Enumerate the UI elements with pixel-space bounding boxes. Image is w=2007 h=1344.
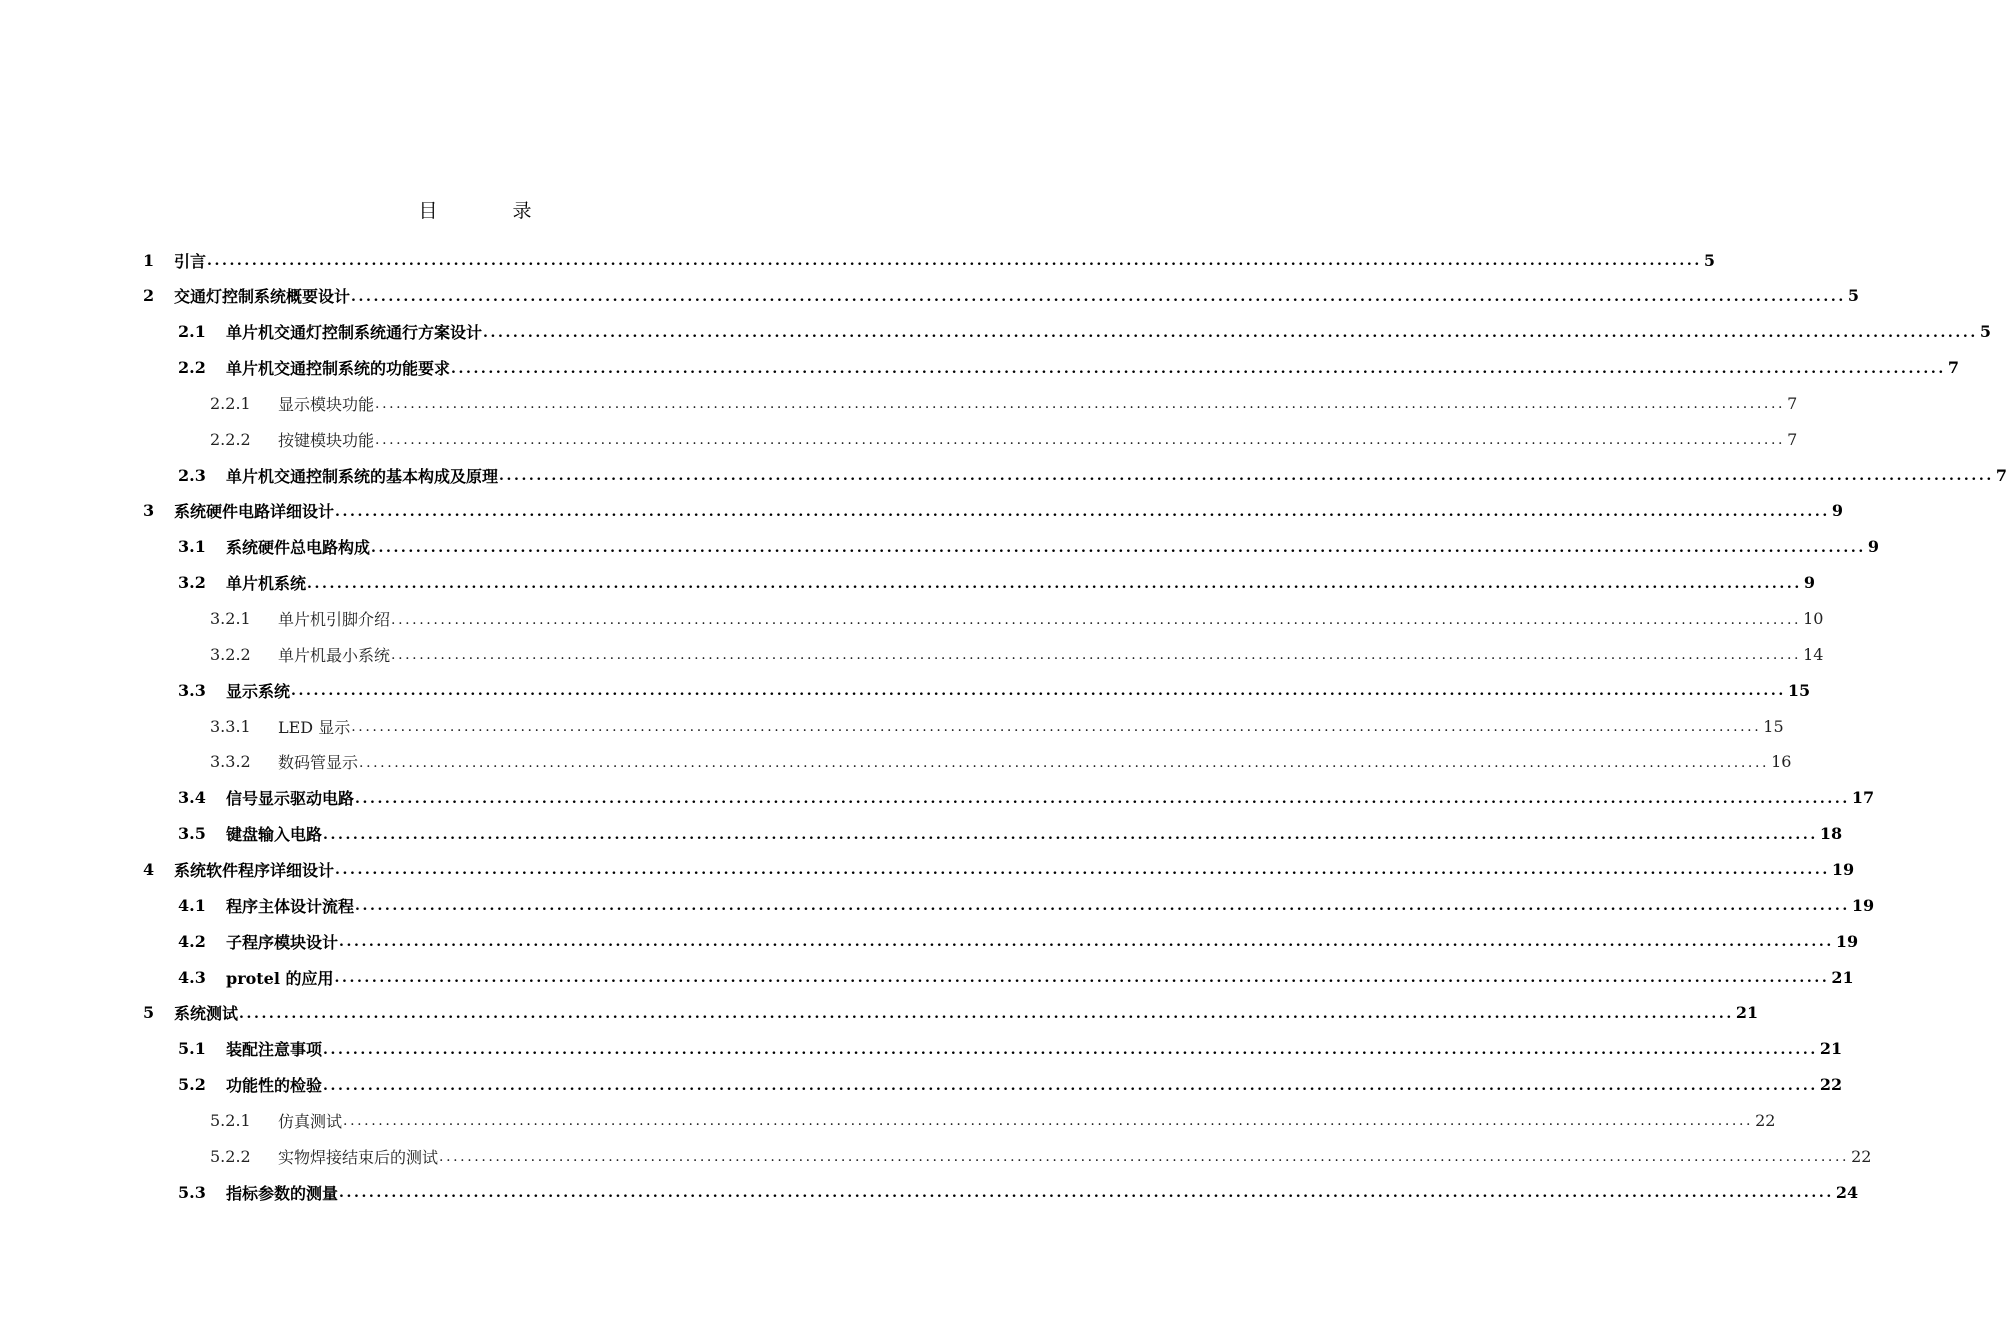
toc-dot-leader: ........................................................................................................................................................................................................ xyxy=(355,898,1850,915)
toc-entry-page-number: 16 xyxy=(1771,752,1792,772)
toc-dot-leader: ........................................................................................................................................................................................................ xyxy=(339,1185,1834,1202)
toc-dot-leader: ........................................................................................................................................................................................................ xyxy=(499,468,1994,485)
toc-entry-number: 3.3 xyxy=(178,680,206,700)
toc-entry-title: 交通灯控制系统概要设计 xyxy=(174,287,351,307)
toc-dot-leader: ........................................................................................................................................................................................................ xyxy=(375,432,1786,449)
toc-dot-leader: ........................................................................................................................................................................................................ xyxy=(483,324,1978,341)
toc-entry-title: 单片机交通灯控制系统通行方案设计 xyxy=(226,323,483,343)
toc-entry[interactable] xyxy=(178,314,1991,350)
toc-entry-page-number: 7 xyxy=(1787,429,1798,449)
toc-title: 目 录 xyxy=(418,200,560,222)
toc-entry-page-number: 7 xyxy=(1787,393,1798,413)
toc-entry-page-number: 14 xyxy=(1803,644,1824,664)
toc-dot-leader: ........................................................................................................................................................................................................ xyxy=(439,1149,1850,1166)
toc-dot-leader: ........................................................................................................................................................................................................ xyxy=(359,754,1770,771)
toc-entry[interactable] xyxy=(178,1031,1843,1067)
toc-entry-title: 键盘输入电路 xyxy=(226,825,323,845)
toc-entry-page-number: 7 xyxy=(1947,358,1959,378)
toc-entry-title: LED 显示 xyxy=(278,717,351,737)
toc-entry-number: 5.1 xyxy=(178,1039,206,1059)
toc-entry-number: 1 xyxy=(143,250,155,270)
toc-entry-title: 单片机最小系统 xyxy=(278,645,391,665)
toc-entry[interactable] xyxy=(178,457,2007,493)
toc-dot-leader: ........................................................................................................................................................................................................ xyxy=(451,360,1946,377)
toc-entry[interactable] xyxy=(143,493,1843,529)
toc-entry-number: 5.2.2 xyxy=(210,1146,251,1166)
toc-entry-number: 5.2 xyxy=(178,1075,206,1095)
toc-entry[interactable] xyxy=(178,1174,1859,1210)
toc-entry-number: 5.2.1 xyxy=(210,1110,251,1130)
toc-entry-number: 4.1 xyxy=(178,895,206,915)
toc-dot-leader: ........................................................................................................................................................................................................ xyxy=(355,790,1850,807)
toc-entry-number: 2.2.2 xyxy=(210,429,251,449)
toc-entry[interactable] xyxy=(210,636,1824,672)
toc-entry-page-number: 19 xyxy=(1831,859,1855,879)
toc-entry[interactable] xyxy=(178,672,1811,708)
toc-dot-leader: ........................................................................................................................................................................................................ xyxy=(335,862,1830,879)
toc-entry-title: 程序主体设计流程 xyxy=(226,896,355,916)
toc-dot-leader: ........................................................................................................................................................................................................ xyxy=(351,288,1846,305)
toc-entry-title: 引言 xyxy=(174,251,207,271)
toc-entry-number: 3.1 xyxy=(178,537,206,557)
toc-entry-title: protel 的应用 xyxy=(226,968,334,988)
toc-entry-page-number: 15 xyxy=(1763,716,1784,736)
toc-entry-number: 3.2 xyxy=(178,573,206,593)
toc-entry-title: 实物焊接结束后的测试 xyxy=(278,1147,439,1167)
toc-entry-page-number: 5 xyxy=(1703,250,1715,270)
toc-entry-number: 4 xyxy=(143,859,155,879)
toc-entry-number: 2 xyxy=(143,286,155,306)
toc-entry-number: 5.3 xyxy=(178,1182,206,1202)
toc-dot-leader: ........................................................................................................................................................................................................ xyxy=(291,683,1786,700)
toc-entry-page-number: 10 xyxy=(1803,609,1824,628)
toc-dot-leader: ........................................................................................................................................................................................................ xyxy=(323,1077,1818,1094)
toc-entry-title: 系统测试 xyxy=(174,1004,239,1024)
toc-entry[interactable] xyxy=(178,923,1859,959)
toc-entry-number: 3.3.1 xyxy=(210,716,251,736)
toc-entry-number: 2.2 xyxy=(178,358,206,378)
toc-entry-page-number: 22 xyxy=(1819,1075,1843,1095)
toc-entry-page-number: 9 xyxy=(1867,537,1879,557)
toc-entry-title: 系统硬件电路详细设计 xyxy=(174,502,335,522)
toc-entry-title: 显示模块功能 xyxy=(278,394,375,414)
toc-entry[interactable] xyxy=(178,350,1959,386)
toc-entry-title: 仿真测试 xyxy=(278,1111,343,1131)
toc-entry-title: 数码管显示 xyxy=(278,753,359,773)
toc-entry[interactable] xyxy=(178,529,1879,565)
toc-entry[interactable] xyxy=(143,278,1859,314)
toc-entry-title: 系统软件程序详细设计 xyxy=(174,860,335,880)
toc-dot-leader: ........................................................................................................................................................................................................ xyxy=(307,575,1802,592)
toc-entry-page-number: 24 xyxy=(1835,1182,1859,1202)
toc-entry-page-number: 5 xyxy=(1847,286,1859,306)
toc-entry-number: 2.3 xyxy=(178,465,206,485)
toc-dot-leader: ........................................................................................................................................................................................................ xyxy=(375,396,1786,413)
toc-entry-number: 3.2.2 xyxy=(210,644,251,664)
toc-entry[interactable] xyxy=(143,995,1759,1031)
toc-entry-page-number: 21 xyxy=(1735,1003,1759,1023)
toc-dot-leader: ........................................................................................................................................................................................................ xyxy=(343,1113,1754,1130)
toc-entry-page-number: 22 xyxy=(1755,1110,1776,1130)
toc-entry-title: 单片机交通控制系统的基本构成及原理 xyxy=(226,466,499,486)
toc-entry-page-number: 17 xyxy=(1851,788,1875,808)
toc-dot-leader: ........................................................................................................................................................................................................ xyxy=(371,539,1866,556)
toc-entry-page-number: 9 xyxy=(1803,573,1815,593)
toc-entry[interactable] xyxy=(210,1102,1776,1138)
toc-entry-number: 4.2 xyxy=(178,931,206,951)
toc-entry-page-number: 21 xyxy=(1819,1039,1843,1059)
toc-dot-leader: ........................................................................................................................................................................................................ xyxy=(335,503,1830,520)
toc-dot-leader: ........................................................................................................................................................................................................ xyxy=(351,719,1762,736)
toc-entry-title: 子程序模块设计 xyxy=(226,932,339,952)
toc-entry-page-number: 22 xyxy=(1851,1146,1872,1166)
toc-entry-page-number: 19 xyxy=(1851,895,1875,915)
toc-entry-number: 3 xyxy=(143,501,155,521)
toc-entry[interactable] xyxy=(210,421,1798,457)
toc-entry[interactable] xyxy=(178,887,1875,923)
toc-entry-number: 5 xyxy=(143,1003,155,1023)
toc-entry-page-number: 7 xyxy=(1995,465,2007,485)
toc-entry[interactable] xyxy=(178,565,1815,601)
toc-entry[interactable] xyxy=(210,708,1784,744)
toc-dot-leader: ........................................................................................................................................................................................................ xyxy=(323,1041,1818,1058)
toc-dot-leader: ........................................................................................................................................................................................................ xyxy=(207,253,1702,269)
toc-entry-number: 3.5 xyxy=(178,824,206,844)
toc-entry[interactable] xyxy=(178,780,1875,816)
toc-entry-title: 单片机引脚介绍 xyxy=(278,610,391,629)
toc-entry[interactable] xyxy=(178,959,1854,995)
toc-entry[interactable] xyxy=(210,744,1792,780)
toc-entry-number: 2.2.1 xyxy=(210,393,251,413)
toc-entry-title: 系统硬件总电路构成 xyxy=(226,538,371,558)
toc-entry-title: 单片机交通控制系统的功能要求 xyxy=(226,359,451,379)
toc-entry[interactable] xyxy=(143,242,1715,278)
toc-dot-leader: ........................................................................................................................................................................................................ xyxy=(339,934,1834,951)
toc-dot-leader: ........................................................................................................................................................................................................ xyxy=(391,611,1802,628)
toc-entry[interactable] xyxy=(178,816,1843,852)
toc-entry-title: 功能性的检验 xyxy=(226,1076,323,1096)
toc-dot-leader: ........................................................................................................................................................................................................ xyxy=(323,826,1818,843)
toc-entry-page-number: 21 xyxy=(1831,967,1854,987)
toc-entry[interactable] xyxy=(210,1138,1872,1174)
toc-entry-number: 3.2.1 xyxy=(210,609,251,628)
toc-entry-title: 信号显示驱动电路 xyxy=(226,789,355,809)
toc-entry-page-number: 9 xyxy=(1831,501,1843,521)
toc-entry[interactable] xyxy=(210,385,1798,421)
toc-entry-title: 指标参数的测量 xyxy=(226,1183,339,1203)
toc-entry-title: 显示系统 xyxy=(226,681,291,701)
toc-dot-leader: ........................................................................................................................................................................................................ xyxy=(334,970,1830,986)
toc-entry-page-number: 15 xyxy=(1787,680,1811,700)
toc-dot-leader: ........................................................................................................................................................................................................ xyxy=(239,1005,1734,1022)
toc-entry-title: 单片机系统 xyxy=(226,574,307,594)
toc-entry-title: 按键模块功能 xyxy=(278,430,375,450)
toc-entry-page-number: 18 xyxy=(1819,824,1843,844)
toc-dot-leader: ........................................................................................................................................................................................................ xyxy=(391,647,1802,664)
toc-entry-number: 3.4 xyxy=(178,788,206,808)
toc-entry-page-number: 5 xyxy=(1979,322,1991,342)
toc-entry-number: 3.3.2 xyxy=(210,752,251,772)
toc-entry[interactable] xyxy=(143,851,1855,887)
toc-entry-title: 装配注意事项 xyxy=(226,1040,323,1060)
toc-entry[interactable] xyxy=(178,1067,1843,1103)
toc-entry-page-number: 19 xyxy=(1835,931,1859,951)
toc-entry[interactable] xyxy=(210,601,1824,637)
toc-entry-number: 2.1 xyxy=(178,322,206,342)
toc-entry-number: 4.3 xyxy=(178,967,206,987)
